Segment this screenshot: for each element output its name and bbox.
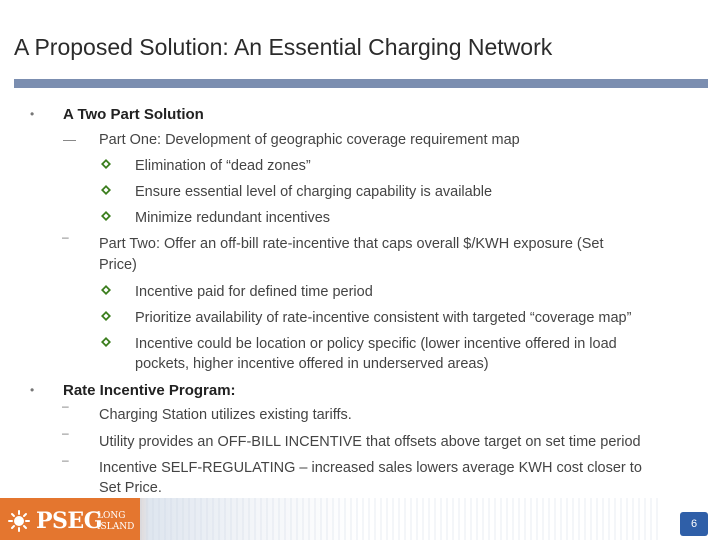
title-rule (14, 79, 708, 88)
part-one-item-2: Ensure essential level of charging capability is available (135, 184, 493, 200)
logo-sub-line-1: LONG (97, 511, 126, 521)
page-number-badge: 6 (680, 512, 708, 536)
dash-marker: – (62, 399, 69, 413)
part-one-item-3: Minimize redundant incentives (135, 210, 331, 226)
dash-marker: – (62, 230, 69, 244)
dash-marker: – (62, 426, 69, 440)
logo-subtitle (97, 511, 134, 533)
part-two-line-1: Part Two: Offer an off-bill rate-incentive that caps overall $/KWH exposure (Set (99, 236, 604, 252)
part-two-item-3-line-1: Incentive could be location or policy specific (lower incentive offered in load (135, 336, 617, 352)
bullet-rate-incentive-program: Rate Incentive Program: (63, 382, 236, 399)
part-two-item-2: Prioritize availability of rate-incentive consistent with targeted “coverage map” (135, 310, 632, 326)
sun-logo-icon (8, 510, 30, 537)
part-two-line-2: Price) (99, 257, 137, 273)
diamond-bullet-icon (101, 211, 111, 221)
bullet-dot: • (30, 383, 35, 397)
slide-title: A Proposed Solution: An Essential Charging Network (14, 34, 553, 60)
diamond-bullet-icon (101, 311, 111, 321)
diamond-bullet-icon (101, 337, 111, 347)
bullet-dot: • (30, 107, 35, 121)
diamond-bullet-icon (101, 185, 111, 195)
bullet-two-part-solution: A Two Part Solution (63, 106, 204, 123)
rate-item-3-line-1: Incentive SELF-REGULATING – increased sales lowers average KWH cost closer to (99, 460, 642, 476)
footer-pattern (140, 498, 660, 540)
part-two-item-3-line-2: pockets, higher incentive offered in underserved areas) (135, 356, 489, 372)
part-two-item-1: Incentive paid for defined time period (135, 284, 373, 300)
logo-name: PSEG (36, 508, 102, 534)
logo-sub-line-2: ISLAND (97, 522, 135, 532)
diamond-bullet-icon (101, 285, 111, 295)
part-one-text: Part One: Development of geographic coverage requirement map (99, 132, 520, 148)
diamond-bullet-icon (101, 159, 111, 169)
rate-item-1: Charging Station utilizes existing tariffs. (99, 407, 352, 423)
dash-marker: — (63, 132, 76, 147)
rate-item-2: Utility provides an OFF-BILL INCENTIVE that offsets above target on set time period (99, 434, 641, 450)
dash-marker: – (62, 453, 69, 467)
part-one-item-1: Elimination of “dead zones” (135, 158, 311, 174)
rate-item-3-line-2: Set Price. (99, 480, 162, 496)
